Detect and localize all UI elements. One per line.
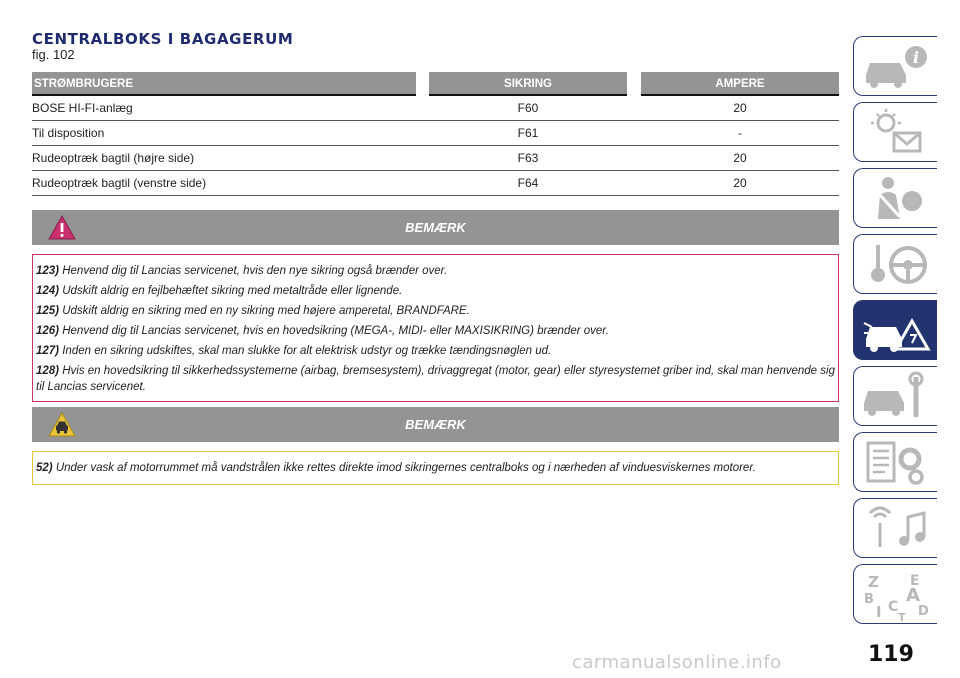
svg-text:B: B [864, 592, 874, 607]
fuse-cell: F64 [517, 176, 539, 190]
table-row [32, 96, 839, 121]
chapter-tab-driving[interactable] [853, 234, 937, 294]
note-item: 123) Henvend dig til Lancias servicenet, hvis den nye sikring også brænder over. [36, 265, 448, 277]
svg-text:C: C [888, 599, 899, 615]
note-item: 125) Udskift aldrig en sikring med en ny sikring med højere amperetal, BRANDFARE. [36, 305, 470, 317]
column-header-fuse: SIKRING [429, 72, 627, 96]
table-row [32, 146, 839, 171]
consumer-cell: Til disposition [32, 126, 105, 140]
note-item: 128) Hvis en hovedsikring til sikkerhedssystemerne (airbag, bremsesystem), drivaggregat (motor, gear) eller styresystemet griber ind, skal man henvende sig til Lancias servicenet. [36, 365, 835, 393]
table-header [32, 72, 839, 96]
caution-note-title: BEMÆRK [405, 417, 466, 432]
warning-note-header [32, 210, 839, 245]
table-row [32, 171, 839, 196]
car-wrench-icon [860, 371, 932, 423]
chapter-tab-safety[interactable] [853, 168, 937, 228]
note-item: 126) Henvend dig til Lancias servicenet, hvis en hovedsikring (MEGA-, MIDI- eller MAXISIKRING) brænder over. [36, 325, 609, 337]
svg-text:A: A [906, 585, 920, 606]
chapter-tab-index[interactable] [853, 564, 937, 624]
table-row [32, 121, 839, 146]
watermark: carmanualsonline.info [572, 652, 782, 673]
ampere-cell: 20 [733, 101, 747, 115]
light-mail-icon [860, 107, 932, 159]
warning-note-body [32, 254, 839, 402]
svg-text:D: D [918, 604, 929, 619]
note-item: 127) Inden en sikring udskiftes, skal man slukke for alt elektrisk udstyr og trække tændingsnøglen ud. [36, 345, 552, 357]
chapter-tab-lights[interactable] [853, 102, 937, 162]
seatbelt-airbag-icon [860, 173, 932, 225]
note-item: 124) Udskift aldrig en fejlbehæftet sikring med metaltråde eller lignende. [36, 285, 403, 297]
svg-text:E: E [910, 573, 920, 589]
page-number: 119 [868, 642, 914, 667]
figure-reference: fig. 102 [32, 47, 75, 62]
caution-note-body [32, 451, 839, 485]
emergency-car-icon [860, 305, 932, 357]
svg-text:T: T [898, 611, 906, 621]
chapter-tab-dashboard[interactable] [853, 36, 937, 96]
svg-text:i: i [913, 48, 920, 67]
chapter-tab-emergency[interactable] [853, 300, 937, 360]
data-sheet-gear-icon [860, 437, 932, 489]
svg-text:I: I [876, 603, 882, 621]
ampere-cell: 20 [733, 176, 747, 190]
chapter-tab-technical-data[interactable] [853, 432, 937, 492]
warning-note-title: BEMÆRK [405, 220, 466, 235]
multimedia-music-icon [860, 503, 932, 555]
alphabet-index-icon [860, 569, 932, 621]
car-info-icon [860, 41, 932, 93]
consumer-cell: BOSE HI-FI-anlæg [32, 101, 133, 115]
ampere-cell: 20 [733, 151, 747, 165]
chapter-tab-multimedia[interactable] [853, 498, 937, 558]
section-title: CENTRALBOKS I BAGAGERUM [32, 30, 294, 48]
fuse-cell: F61 [517, 126, 539, 140]
ampere-cell: - [738, 126, 742, 140]
chapter-tab-maintenance[interactable] [853, 366, 937, 426]
fuse-cell: F60 [517, 101, 539, 115]
note-item: 52) Under vask af motorrummet må vandstrålen ikke rettes direkte imod sikringernes centralboks og i nærheden af vinduesviskernes motorer. [36, 462, 756, 474]
fuse-cell: F63 [517, 151, 539, 165]
caution-note-header [32, 407, 839, 442]
consumer-cell: Rudeoptræk bagtil (højre side) [32, 151, 195, 165]
consumer-cell: Rudeoptræk bagtil (venstre side) [32, 176, 207, 190]
fuse-table [32, 72, 839, 196]
column-header-consumers: STRØMBRUGERE [32, 72, 416, 96]
svg-text:Z: Z [868, 573, 879, 591]
column-header-ampere: AMPERE [641, 72, 839, 96]
key-steering-wheel-icon [860, 239, 932, 291]
